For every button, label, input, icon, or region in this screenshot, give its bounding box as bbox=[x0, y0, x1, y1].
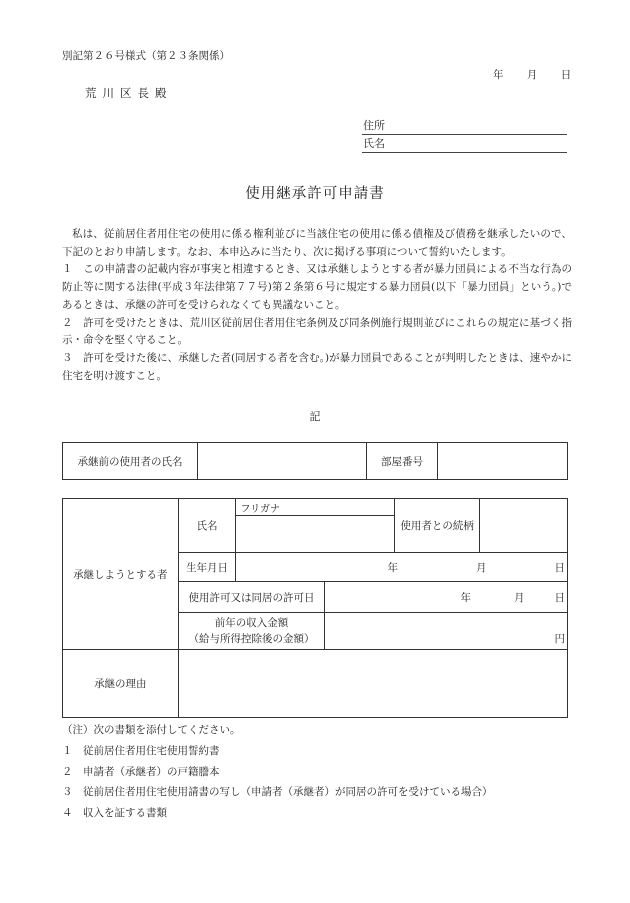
income-label-line-2: （給与所得控除後の金額） bbox=[188, 633, 315, 645]
note-item: １ 従前居住者用住宅使用誓約書 bbox=[62, 744, 220, 757]
notes-heading: （注）次の書類を添付してください。 bbox=[62, 724, 241, 736]
address-label: 住所 bbox=[363, 119, 385, 132]
attachments-note bbox=[62, 720, 493, 824]
permit-date-label: 使用許可又は同居の許可日 bbox=[178, 582, 325, 613]
yen-label: 円 bbox=[554, 633, 565, 645]
form-number: 別記第２６号様式（第２３条関係） bbox=[62, 50, 230, 62]
name-label: 氏名 bbox=[363, 137, 385, 150]
permit-month-label: 月 bbox=[514, 591, 525, 604]
date-year-label: 年 bbox=[493, 69, 504, 81]
date-day-label: 日 bbox=[560, 69, 572, 81]
income-label-line-1: 前年の収入金額 bbox=[214, 617, 289, 629]
pledge-item-3: ３ 許可を受けた後に、承継した者(同居する者を含む。)が暴力団員であることが判明したときは、速やかに住宅を明け渡すこと。 bbox=[62, 351, 572, 382]
ki-heading: 記 bbox=[309, 410, 321, 423]
applicant-address-line[interactable] bbox=[362, 118, 567, 135]
furigana-field[interactable] bbox=[236, 499, 395, 516]
birth-year-label: 年 bbox=[387, 561, 398, 574]
permit-year-label: 年 bbox=[460, 591, 471, 604]
room-number-field[interactable] bbox=[438, 443, 568, 480]
furigana-label: フリガナ bbox=[240, 503, 280, 515]
note-item: ３ 従前居住者用住宅使用請書の写し（申請者（承継者）が同居の許可を受けている場合） bbox=[62, 786, 493, 799]
birth-date-label: 生年月日 bbox=[178, 553, 236, 582]
body-text bbox=[62, 226, 572, 385]
note-item: ２ 申請者（承継者）の戸籍謄本 bbox=[62, 765, 220, 778]
birth-month-label: 月 bbox=[476, 561, 487, 574]
birth-date-field[interactable] bbox=[236, 553, 568, 582]
prev-user-label: 承継前の使用者の氏名 bbox=[63, 443, 198, 480]
date-field bbox=[493, 67, 571, 82]
reason-label: 承継の理由 bbox=[63, 650, 179, 718]
birth-day-label: 日 bbox=[554, 561, 565, 574]
permit-date-field[interactable] bbox=[325, 582, 568, 613]
date-month-label: 月 bbox=[526, 69, 538, 81]
prev-user-name-field[interactable] bbox=[198, 443, 367, 480]
successor-name-field[interactable] bbox=[236, 516, 395, 553]
income-label bbox=[178, 613, 325, 650]
room-number-label: 部屋番号 bbox=[367, 443, 438, 480]
successor-label: 承継しようとする者 bbox=[63, 499, 179, 650]
permit-day-label: 日 bbox=[554, 591, 565, 604]
body-intro: 私は、従前居住者用住宅の使用に係る権利並びに当該住宅の使用に係る債権及び債務を継承したいので、下記のとおり申請します。なお、本申込みに当たり、次に掲げる事項について誓約いたします。 bbox=[62, 228, 572, 258]
pledge-item-1: １ この申請書の記載内容が事実と相違するとき、又は承継しようとする者が暴力団員による不当な行為の防止等に関する法律(平成３年法律第７７号)第２条第６号に規定する暴力団員(以下「暴力団員」という。)であるときは、承継の許可を受けられなくても異議ないこと。 bbox=[62, 263, 572, 311]
pledge-item-2: ２ 許可を受けたときは、荒川区従前居住者用住宅条例及び同条例施行規則並びにこれらの規定に基づく指示・命令を堅く守ること。 bbox=[62, 316, 572, 347]
applicant-name-line[interactable] bbox=[362, 136, 567, 153]
successor-table bbox=[62, 498, 568, 718]
previous-user-table bbox=[62, 442, 568, 480]
document-title: 使用継承許可申請書 bbox=[245, 186, 385, 202]
income-field[interactable] bbox=[325, 613, 568, 650]
successor-name-label: 氏名 bbox=[178, 499, 236, 553]
reason-field[interactable] bbox=[178, 650, 567, 718]
addressee: 荒川区長殿 bbox=[85, 86, 173, 100]
note-item: ４ 収入を証する書類 bbox=[62, 807, 167, 820]
relation-field[interactable] bbox=[480, 499, 568, 553]
relation-label: 使用者との続柄 bbox=[395, 499, 480, 553]
